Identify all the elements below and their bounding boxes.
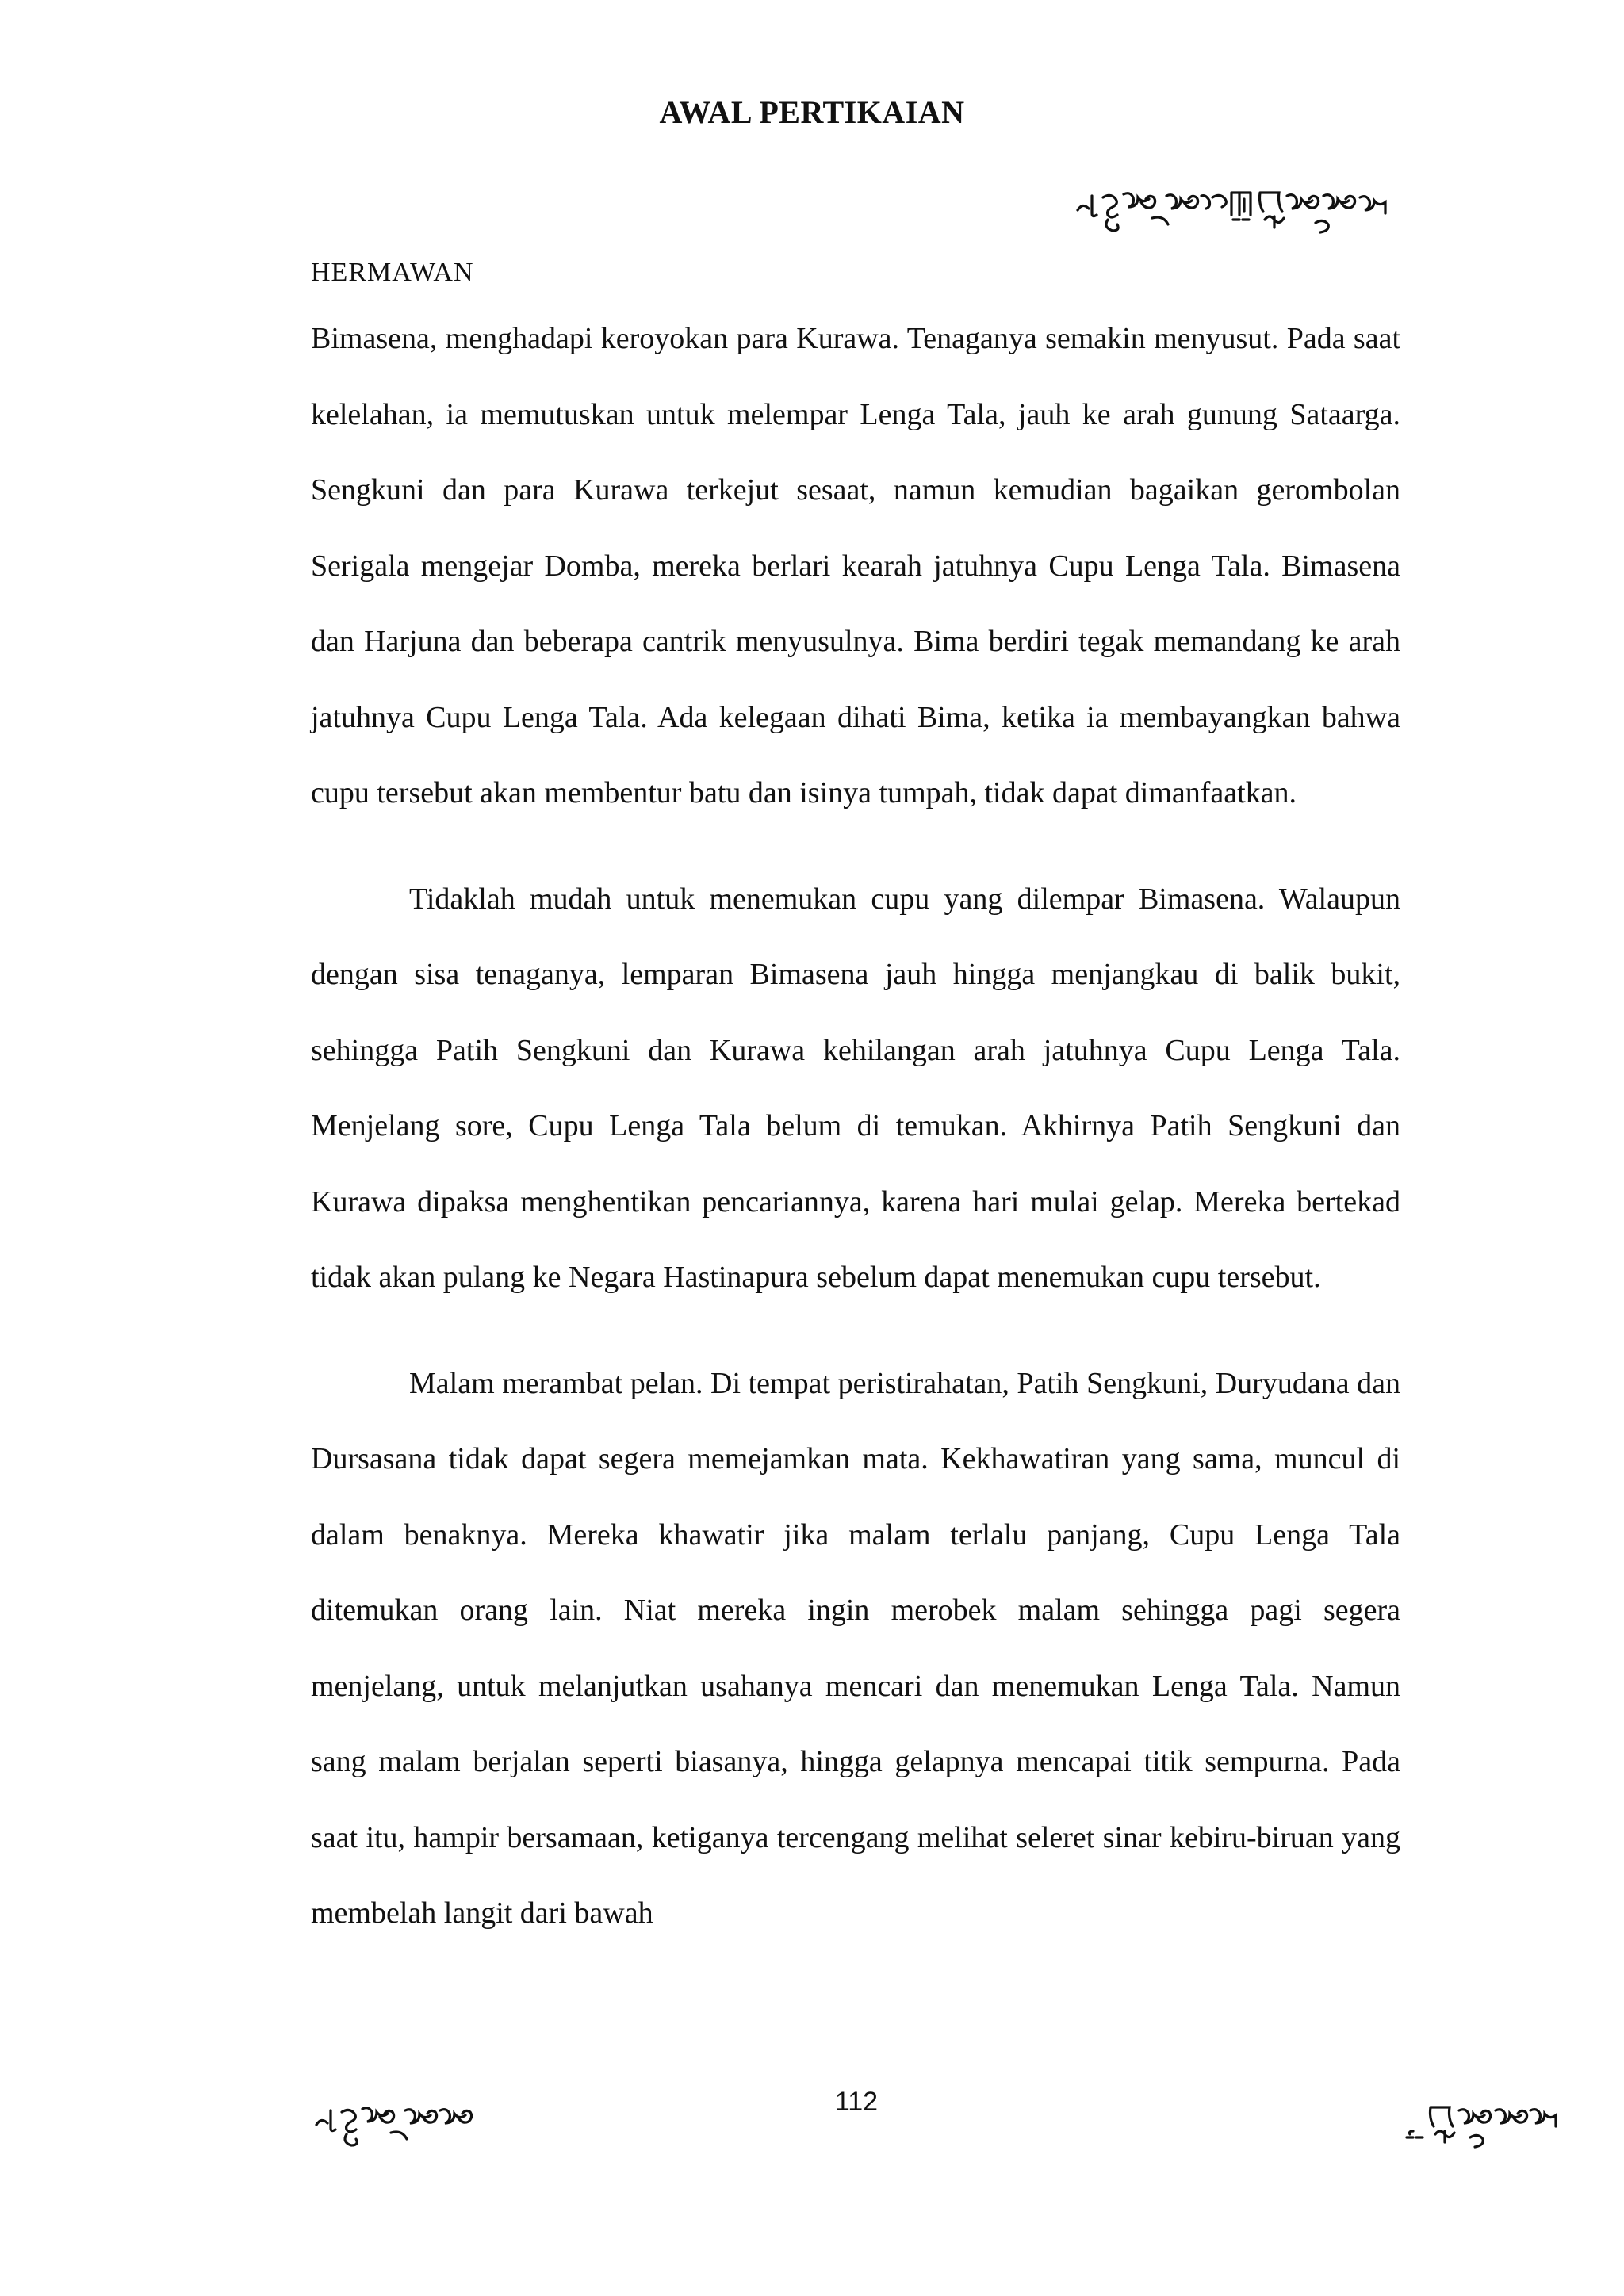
javanese-script-ornament-icon (313, 2093, 504, 2156)
article-body (311, 301, 1400, 1952)
author-name: HERMAWAN (311, 258, 474, 287)
paragraph-1: Bimasena, menghadapi keroyokan para Kurawa. Tenaganya semakin menyusut. Pada saat kelelahan, ia memutuskan untuk melempar Lenga Tala, jauh ke arah gunung Sataarga. Sengkuni dan para Kurawa terkejut sesaat, namun kemudian bagaikan gerombolan Serigala mengejar Domba, mereka berlari kearah jatuhnya Cupu Lenga Tala. Bimasena dan Harjuna dan beberapa cantrik menyusulnya. Bima berdiri tegak memandang ke arah jatuhnya Cupu Lenga Tala. Ada kelegaan dihati Bima, ketika ia membayangkan bahwa cupu tersebut akan membentur batu dan isinya tumpah, tidak dapat dimanfaatkan. (311, 322, 1400, 809)
page-title: AWAL PERTIKAIAN (659, 94, 965, 130)
paragraph-2: Tidaklah mudah untuk menemukan cupu yang dilempar Bimasena. Walaupun dengan sisa tenaganya, lemparan Bimasena jauh hingga menjangkau di balik bukit, sehingga Patih Sengkuni dan Kurawa kehilangan arah jatuhnya Cupu Lenga Tala. Menjelang sore, Cupu Lenga Tala belum di temukan. Akhirnya Patih Sengkuni dan Kurawa dipaksa menghentikan pencariannya, karena hari mulai gelap. Mereka bertekad tidak akan pulang ke Negara Hastinapura sebelum dapat menemukan cupu tersebut. (311, 882, 1400, 1294)
paragraph-3: Malam merambat pelan. Di tempat peristirahatan, Patih Sengkuni, Duryudana dan Dursasana tidak dapat segera memejamkan mata. Kekhawatiran yang sama, muncul di dalam benaknya. Mereka khawatir jika malam terlalu panjang, Cupu Lenga Tala ditemukan orang lain. Niat mereka ingin merobek malam sehingga pagi segera menjelang, untuk melanjutkan usahanya mencari dan menemukan Lenga Tala. Namun sang malam berjalan seperti biasanya, hingga gelapnya mencapai titik sempurna. Pada saat itu, hampir bersamaan, ketiganya tercengang melihat seleret sinar kebiru-biruan yang membelah langit dari bawah (311, 1366, 1400, 1930)
page-number: 112 (834, 2087, 879, 2117)
javanese-script-ornament-icon (1074, 178, 1408, 242)
javanese-script-ornament-icon (1404, 2093, 1562, 2156)
